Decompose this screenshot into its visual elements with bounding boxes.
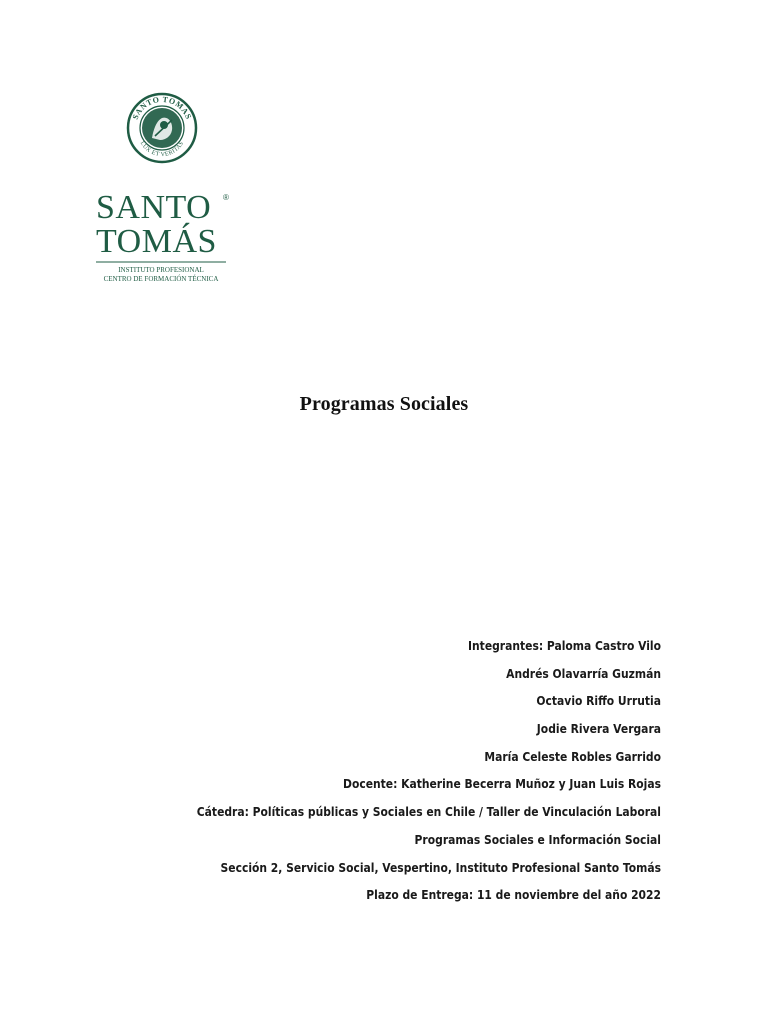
document-details [101, 636, 661, 913]
seal-bottom-text: LUX ET VERITAS [138, 140, 186, 159]
detail-line: Integrantes: Paloma Castro Vilo [468, 638, 661, 653]
logo-name-line1: SANTO [96, 189, 212, 226]
detail-line: Sección 2, Servicio Social, Vespertino, Instituto Profesional Santo Tomás [220, 859, 661, 875]
document-title: Programas Sociales [299, 393, 469, 415]
detail-line: Jodie Rivera Vergara [536, 721, 661, 737]
registered-mark-icon: ® [223, 193, 229, 202]
detail-line: María Celeste Robles Garrido [484, 748, 661, 764]
logo-subtitle-line1: INSTITUTO PROFESIONAL [118, 266, 204, 274]
detail-line: Docente: Katherine Becerra Muñoz y Juan Luis Rojas [343, 776, 661, 792]
seal-icon [126, 92, 198, 164]
detail-line: Programas Sociales e Información Social [414, 831, 661, 847]
institution-logo [88, 92, 240, 292]
detail-line: Plazo de Entrega: 11 de noviembre del año 2022 [366, 887, 661, 903]
detail-line: Cátedra: Políticas públicas y Sociales en Chile / Taller de Vinculación Laboral [196, 804, 661, 820]
wordmark [88, 184, 240, 294]
logo-subtitle-line2: CENTRO DE FORMACIÓN TÉCNICA [103, 275, 219, 283]
detail-line: Andrés Olavarría Guzmán [506, 665, 661, 681]
seal-top-text: SANTO TOMAS [130, 94, 194, 121]
logo-name-line2: TOMÁS [96, 223, 217, 260]
detail-line: Octavio Riffo Urrutia [536, 693, 661, 709]
